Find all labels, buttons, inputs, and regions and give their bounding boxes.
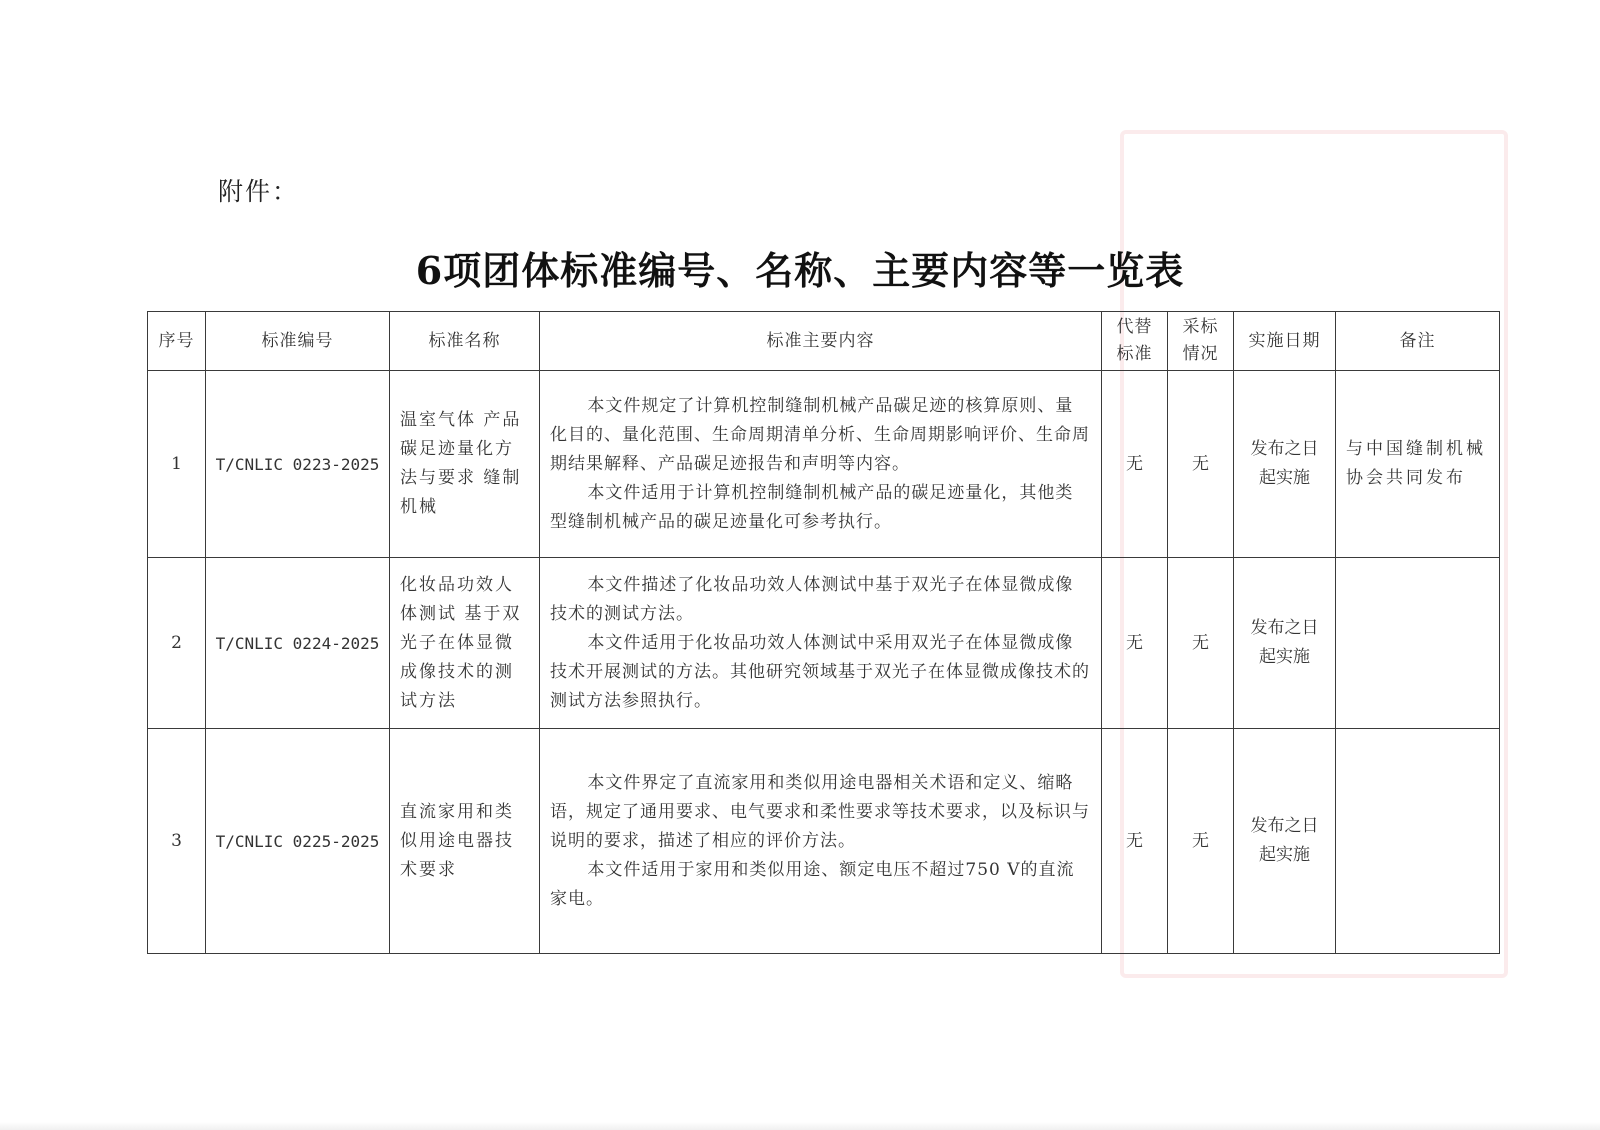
cell-content <box>540 729 1102 954</box>
header-replace-line-1: 代替 <box>1116 317 1153 337</box>
cell-seq: 2 <box>148 558 206 729</box>
header-content: 标准主要内容 <box>540 312 1102 371</box>
cell-replace: 无 <box>1102 558 1168 729</box>
cell-code: T/CNLIC 0224-2025 <box>206 558 390 729</box>
content-paragraph: 本文件适用于计算机控制缝制机械产品的碳足迹量化，其他类型缝制机械产品的碳足迹量化可参考执行。 <box>550 482 1074 532</box>
table-row <box>148 729 1500 954</box>
cell-remark <box>1336 558 1500 729</box>
content-paragraph: 本文件适用于家用和类似用途、额定电压不超过750 V的直流家电。 <box>550 859 1075 909</box>
cell-code: T/CNLIC 0223-2025 <box>206 371 390 558</box>
cell-adopt: 无 <box>1168 729 1234 954</box>
cell-content <box>540 371 1102 558</box>
cell-seq: 3 <box>148 729 206 954</box>
content-paragraph: 本文件界定了直流家用和类似用途电器相关术语和定义、缩略语，规定了通用要求、电气要求和柔性要求等技术要求，以及标识与说明的要求，描述了相应的评价方法。 <box>550 772 1090 851</box>
header-code: 标准编号 <box>206 312 390 371</box>
table-row <box>148 558 1500 729</box>
cell-replace: 无 <box>1102 729 1168 954</box>
table-row <box>148 371 1500 558</box>
cell-adopt: 无 <box>1168 558 1234 729</box>
cell-name: 化妆品功效人体测试 基于双光子在体显微成像技术的测试方法 <box>390 558 540 729</box>
cell-date: 发布之日起实施 <box>1234 371 1336 558</box>
page-title: 6项团体标准编号、名称、主要内容等一览表 <box>415 248 1185 293</box>
cell-content <box>540 558 1102 729</box>
cell-remark: 与中国缝制机械协会共同发布 <box>1336 371 1500 558</box>
cell-code: T/CNLIC 0225-2025 <box>206 729 390 954</box>
cell-date: 发布之日起实施 <box>1234 729 1336 954</box>
cell-adopt: 无 <box>1168 371 1234 558</box>
cell-name: 温室气体 产品碳足迹量化方法与要求 缝制机械 <box>390 371 540 558</box>
cell-date: 发布之日起实施 <box>1234 558 1336 729</box>
cell-remark <box>1336 729 1500 954</box>
content-paragraph: 本文件适用于化妆品功效人体测试中采用双光子在体显微成像技术开展测试的方法。其他研究领域基于双光子在体显微成像技术的测试方法参照执行。 <box>550 632 1090 711</box>
header-replace-line-2: 标准 <box>1116 344 1153 364</box>
content-paragraph: 本文件描述了化妆品功效人体测试中基于双光子在体显微成像技术的测试方法。 <box>550 574 1074 624</box>
scan-edge-shadow <box>0 1122 1600 1130</box>
header-adopt-line-1: 采标 <box>1182 317 1219 337</box>
cell-seq: 1 <box>148 371 206 558</box>
header-adopt-line-2: 情况 <box>1182 344 1219 364</box>
header-date: 实施日期 <box>1234 312 1336 371</box>
table-header-row <box>148 312 1500 371</box>
header-remark: 备注 <box>1336 312 1500 371</box>
header-seq: 序号 <box>148 312 206 371</box>
header-adopt <box>1168 312 1234 371</box>
attachment-label: 附件： <box>218 177 300 206</box>
content-paragraph: 本文件规定了计算机控制缝制机械产品碳足迹的核算原则、量化目的、量化范围、生命周期清单分析、生命周期影响评价、生命周期结果解释、产品碳足迹报告和声明等内容。 <box>550 395 1090 474</box>
header-replace <box>1102 312 1168 371</box>
standards-table <box>147 311 1500 954</box>
cell-name: 直流家用和类似用途电器技术要求 <box>390 729 540 954</box>
header-name: 标准名称 <box>390 312 540 371</box>
cell-replace: 无 <box>1102 371 1168 558</box>
